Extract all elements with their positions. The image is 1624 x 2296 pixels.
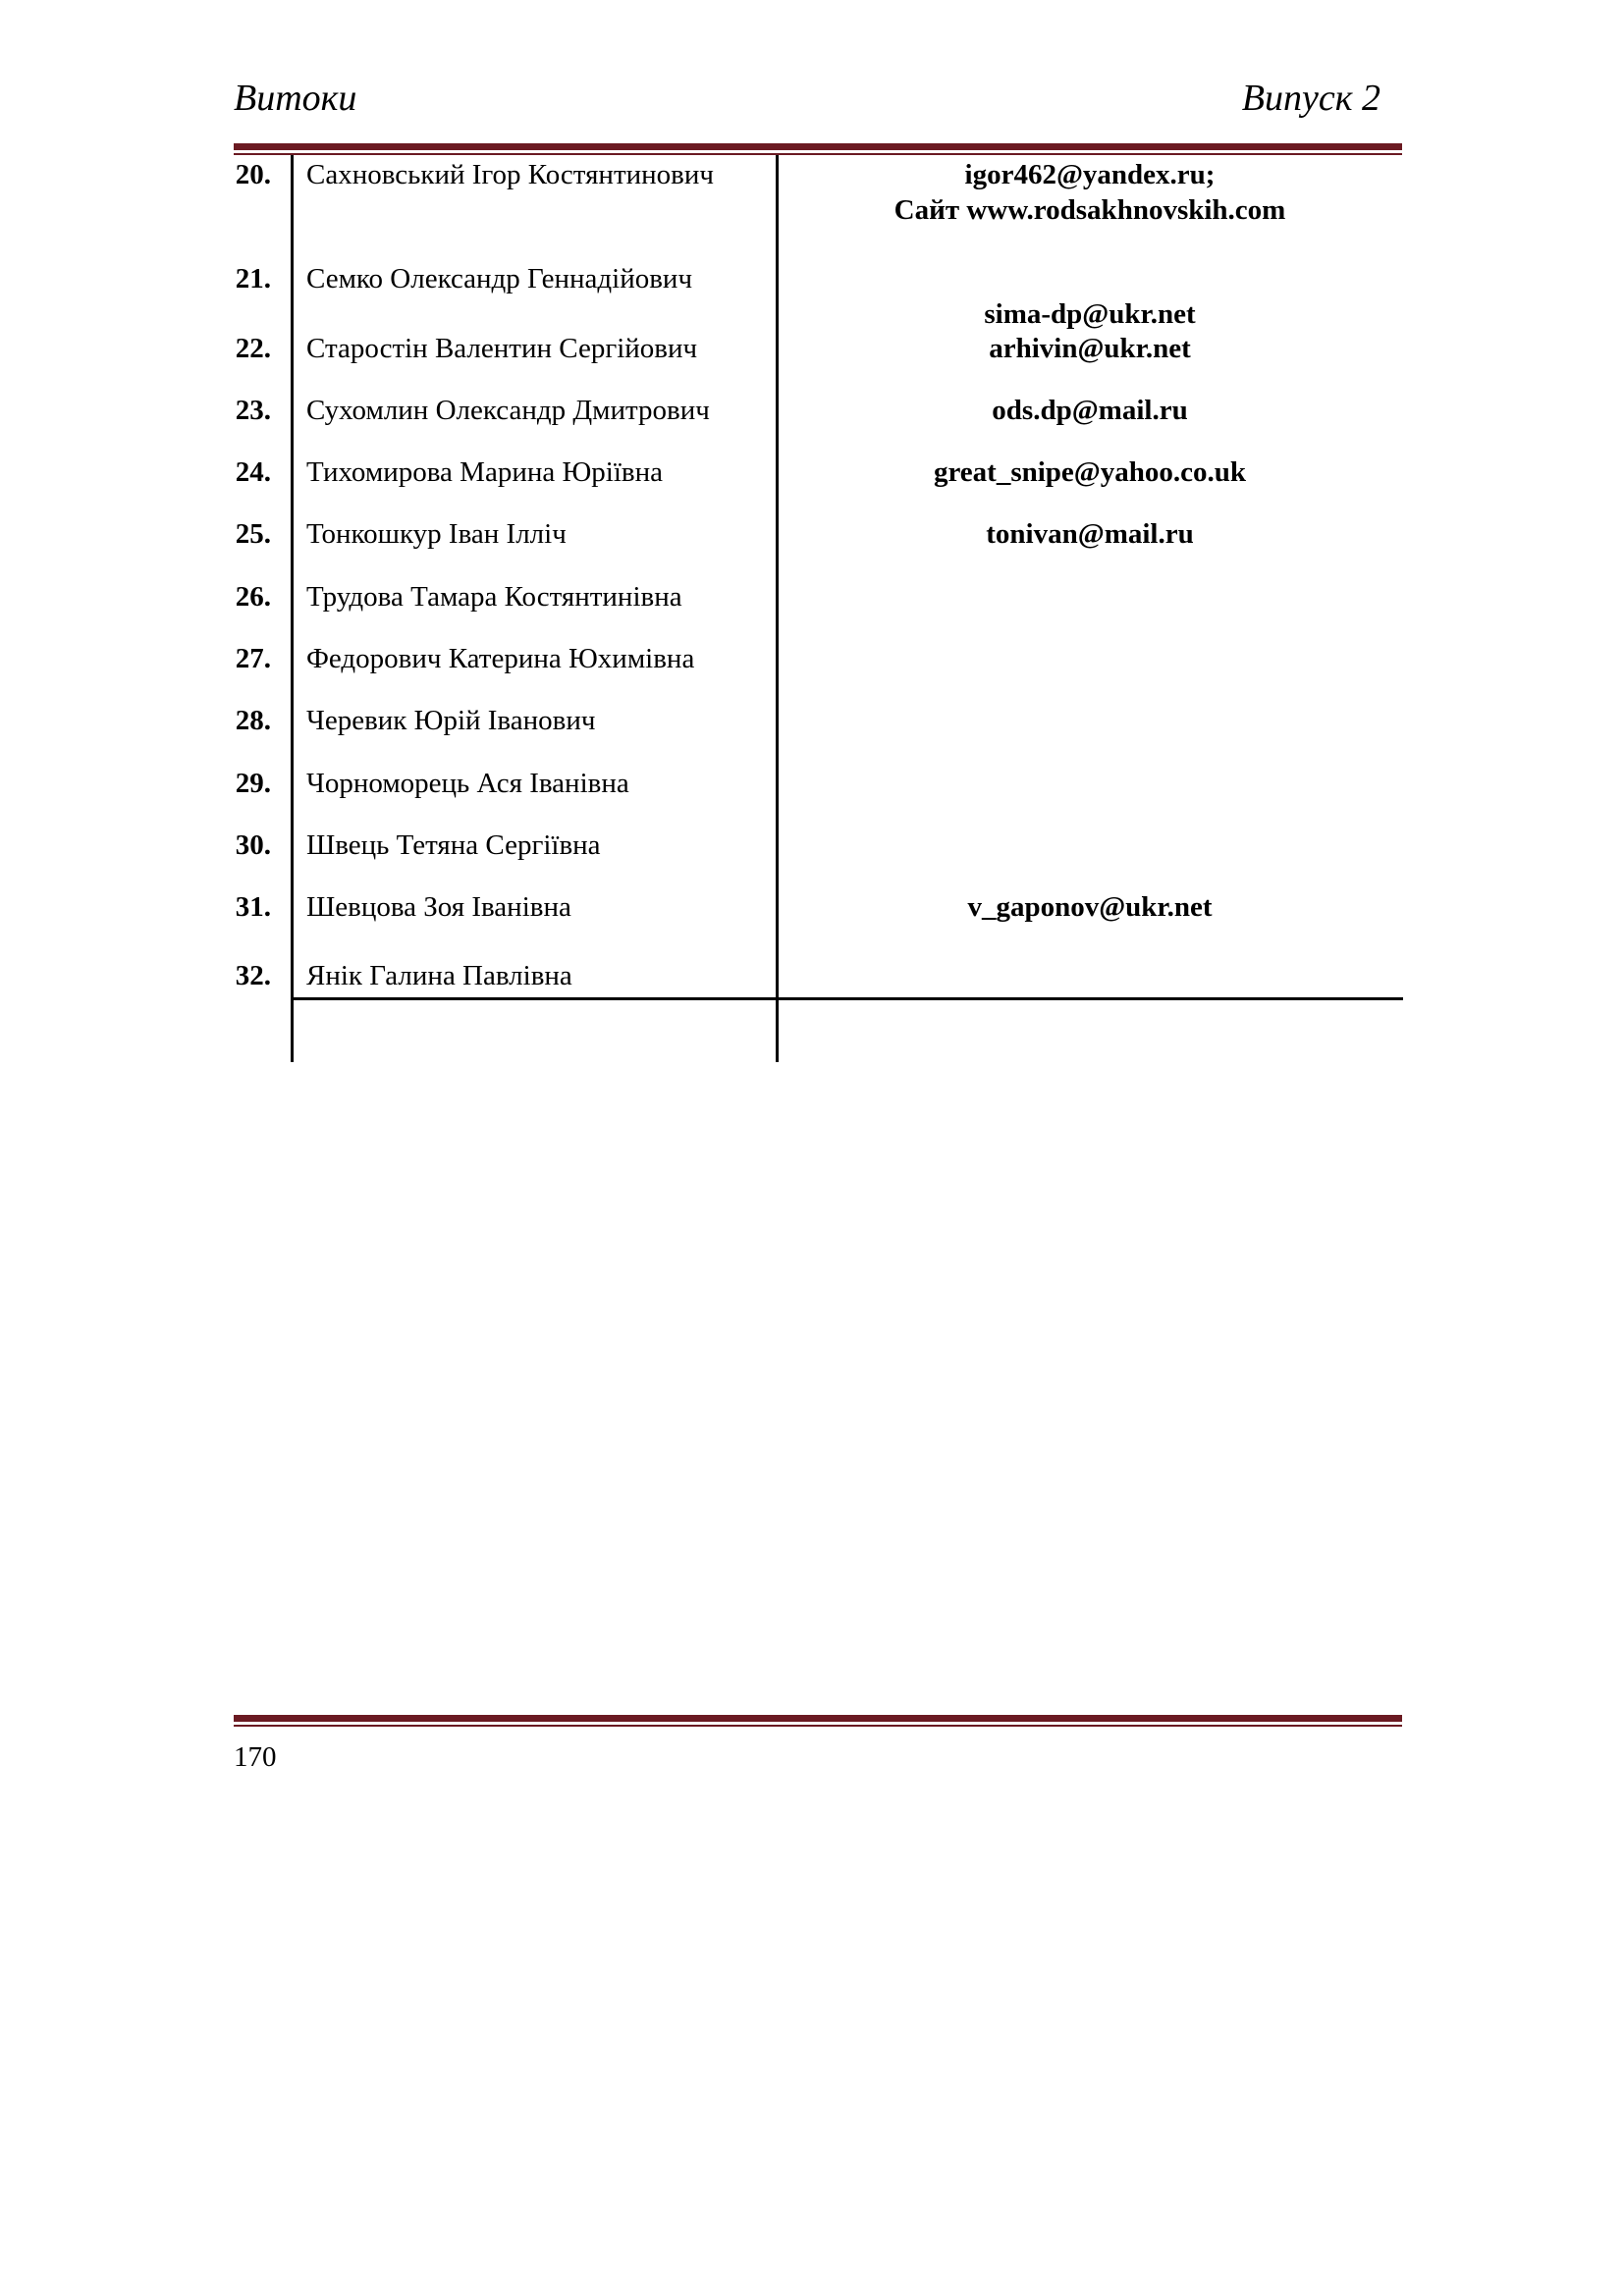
table-column-divider-left: [291, 155, 294, 1062]
row-number: 22.: [235, 333, 271, 364]
running-header-left: Витоки: [234, 78, 357, 119]
member-name: Тонкошкур Іван Ілліч: [306, 518, 567, 550]
member-name: Сухомлин Олександр Дмитрович: [306, 395, 710, 426]
row-number: 28.: [235, 705, 271, 736]
member-name: Черевик Юрій Іванович: [306, 705, 596, 736]
row-number: 29.: [235, 768, 271, 799]
member-contact: tonivan@mail.ru: [986, 518, 1194, 550]
row-number: 26.: [235, 581, 271, 613]
row-number: 21.: [235, 263, 271, 294]
table-column-divider-middle: [776, 155, 779, 1062]
row-number: 32.: [235, 960, 271, 991]
member-contact: igor462@yandex.ru;: [964, 159, 1216, 190]
row-number: 23.: [235, 395, 271, 426]
member-contact: v_gaponov@ukr.net: [967, 891, 1213, 923]
member-name: Семко Олександр Геннадійович: [306, 263, 693, 294]
running-header-right: Випуск 2: [1241, 78, 1380, 119]
member-name: Старостін Валентин Сергійович: [306, 333, 698, 364]
table-bottom-border: [291, 997, 1403, 1000]
header-rule: [234, 143, 1402, 155]
member-contact: great_snipe@yahoo.co.uk: [933, 456, 1247, 488]
row-number: 25.: [235, 518, 271, 550]
member-name: Сахновський Ігор Костянтинович: [306, 159, 714, 190]
page-number: 170: [234, 1741, 277, 1773]
row-number: 24.: [235, 456, 271, 488]
member-name: Шевцова Зоя Іванівна: [306, 891, 571, 923]
row-number: 30.: [235, 829, 271, 861]
member-name: Трудова Тамара Костянтинівна: [306, 581, 682, 613]
footer-rule: [234, 1715, 1402, 1727]
member-contact: sima-dp@ukr.net: [984, 298, 1196, 330]
member-name: Федорович Катерина Юхимівна: [306, 643, 695, 674]
member-contact: Сайт www.rodsakhnovskih.com: [893, 194, 1286, 226]
member-name: Тихомирова Марина Юріївна: [306, 456, 663, 488]
member-contact: ods.dp@mail.ru: [992, 395, 1188, 426]
member-name: Швець Тетяна Сергіївна: [306, 829, 601, 861]
member-name: Чорноморець Ася Іванівна: [306, 768, 629, 799]
row-number: 27.: [235, 643, 271, 674]
member-contact: arhivin@ukr.net: [989, 333, 1191, 364]
row-number: 20.: [235, 159, 271, 190]
row-number: 31.: [235, 891, 271, 923]
member-name: Янік Галина Павлівна: [306, 960, 572, 991]
